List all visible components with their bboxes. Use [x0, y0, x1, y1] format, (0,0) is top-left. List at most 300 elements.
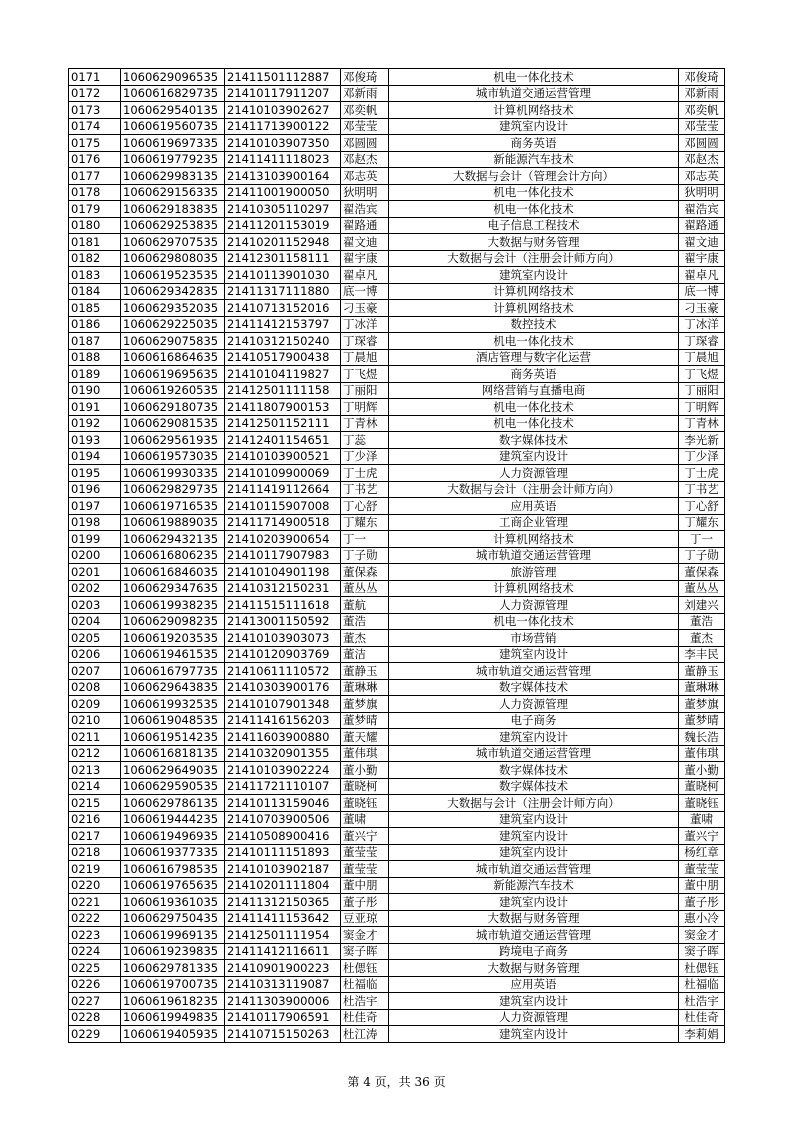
id-number-cell: 21411714900518: [225, 514, 341, 531]
student-name-cell: 窦金才: [341, 927, 389, 944]
signature-name-cell: 董杰: [679, 630, 725, 647]
major-cell: 机电一体化技术: [389, 201, 679, 218]
student-name-cell: 董小勤: [341, 762, 389, 779]
seq-number-cell: 0192: [69, 415, 121, 432]
student-name-cell: 丁蕊: [341, 432, 389, 449]
major-cell: 计算机网络技术: [389, 102, 679, 119]
signature-name-cell: 董梦旗: [679, 696, 725, 713]
exam-number-cell: 1060619932535: [121, 696, 225, 713]
table-row: [69, 168, 725, 185]
id-number-cell: 21410103903073: [225, 630, 341, 647]
seq-number-cell: 0187: [69, 333, 121, 350]
student-name-cell: 董杰: [341, 630, 389, 647]
seq-number-cell: 0210: [69, 712, 121, 729]
seq-number-cell: 0200: [69, 547, 121, 564]
seq-number-cell: 0219: [69, 861, 121, 878]
id-number-cell: 21410103907350: [225, 135, 341, 152]
signature-name-cell: 丁琛睿: [679, 333, 725, 350]
major-cell: 大数据与会计（注册会计师方向）: [389, 795, 679, 812]
table-row: [69, 663, 725, 680]
student-name-cell: 丁士虎: [341, 465, 389, 482]
id-number-cell: 21412401154651: [225, 432, 341, 449]
signature-name-cell: 董静玉: [679, 663, 725, 680]
major-cell: 新能源汽车技术: [389, 151, 679, 168]
student-name-cell: 邓新雨: [341, 85, 389, 102]
seq-number-cell: 0181: [69, 234, 121, 251]
table-row: [69, 234, 725, 251]
table-row: [69, 316, 725, 333]
signature-name-cell: 丁耀东: [679, 514, 725, 531]
signature-name-cell: 邓新雨: [679, 85, 725, 102]
seq-number-cell: 0178: [69, 184, 121, 201]
seq-number-cell: 0204: [69, 613, 121, 630]
exam-number-cell: 1060619496935: [121, 828, 225, 845]
seq-number-cell: 0203: [69, 597, 121, 614]
seq-number-cell: 0217: [69, 828, 121, 845]
major-cell: 数控技术: [389, 316, 679, 333]
table-row: [69, 976, 725, 993]
seq-number-cell: 0176: [69, 151, 121, 168]
signature-name-cell: 丁子勋: [679, 547, 725, 564]
exam-number-cell: 1060629342835: [121, 283, 225, 300]
id-number-cell: 21410312150231: [225, 580, 341, 597]
exam-number-cell: 1060619573035: [121, 448, 225, 465]
signature-name-cell: 丁冰洋: [679, 316, 725, 333]
table-row: [69, 547, 725, 564]
major-cell: 大数据与财务管理: [389, 234, 679, 251]
table-row: [69, 217, 725, 234]
signature-name-cell: 杜浩宇: [679, 993, 725, 1010]
table-row: [69, 762, 725, 779]
major-cell: 大数据与财务管理: [389, 960, 679, 977]
table-row: [69, 580, 725, 597]
signature-name-cell: 丁少泽: [679, 448, 725, 465]
table-row: [69, 448, 725, 465]
signature-name-cell: 李丰民: [679, 646, 725, 663]
student-name-cell: 董琳琳: [341, 679, 389, 696]
exam-number-cell: 1060619930335: [121, 465, 225, 482]
exam-number-cell: 1060619779235: [121, 151, 225, 168]
student-name-cell: 丁青林: [341, 415, 389, 432]
major-cell: 城市轨道交通运营管理: [389, 861, 679, 878]
table-row: [69, 349, 725, 366]
exam-number-cell: 1060629707535: [121, 234, 225, 251]
major-cell: 商务英语: [389, 135, 679, 152]
seq-number-cell: 0201: [69, 564, 121, 581]
id-number-cell: 21411515111618: [225, 597, 341, 614]
major-cell: 建筑室内设计: [389, 894, 679, 911]
signature-name-cell: 董莹莹: [679, 861, 725, 878]
exam-number-cell: 1060619461535: [121, 646, 225, 663]
seq-number-cell: 0202: [69, 580, 121, 597]
student-name-cell: 丁晨旭: [341, 349, 389, 366]
exam-number-cell: 1060629590535: [121, 778, 225, 795]
major-cell: 建筑室内设计: [389, 118, 679, 135]
major-cell: 计算机网络技术: [389, 580, 679, 597]
id-number-cell: 21410703900506: [225, 811, 341, 828]
id-number-cell: 21411501112887: [225, 69, 341, 86]
seq-number-cell: 0194: [69, 448, 121, 465]
student-name-cell: 董航: [341, 597, 389, 614]
seq-number-cell: 0220: [69, 877, 121, 894]
signature-name-cell: 窦金才: [679, 927, 725, 944]
table-row: [69, 729, 725, 746]
student-name-cell: 邓圆圆: [341, 135, 389, 152]
id-number-cell: 21410113159046: [225, 795, 341, 812]
signature-name-cell: 刁玉豪: [679, 300, 725, 317]
exam-number-cell: 1060619514235: [121, 729, 225, 746]
signature-name-cell: 邓奕帆: [679, 102, 725, 119]
major-cell: 数字媒体技术: [389, 679, 679, 696]
signature-name-cell: 董兴宁: [679, 828, 725, 845]
exam-number-cell: 1060629750435: [121, 910, 225, 927]
exam-number-cell: 1060629347635: [121, 580, 225, 597]
major-cell: 建筑室内设计: [389, 828, 679, 845]
signature-name-cell: 杨红章: [679, 844, 725, 861]
major-cell: 城市轨道交通运营管理: [389, 547, 679, 564]
id-number-cell: 21410313119087: [225, 976, 341, 993]
seq-number-cell: 0180: [69, 217, 121, 234]
admission-roster-table: [68, 68, 725, 1043]
signature-name-cell: 翟卓凡: [679, 267, 725, 284]
signature-name-cell: 董保森: [679, 564, 725, 581]
major-cell: 城市轨道交通运营管理: [389, 927, 679, 944]
table-row: [69, 151, 725, 168]
table-row: [69, 844, 725, 861]
exam-number-cell: 1060629561935: [121, 432, 225, 449]
seq-number-cell: 0198: [69, 514, 121, 531]
exam-number-cell: 1060629432135: [121, 531, 225, 548]
table-row: [69, 910, 725, 927]
exam-number-cell: 1060619260535: [121, 382, 225, 399]
id-number-cell: 21412501111158: [225, 382, 341, 399]
major-cell: 建筑室内设计: [389, 993, 679, 1010]
id-number-cell: 21411412153797: [225, 316, 341, 333]
major-cell: 大数据与财务管理: [389, 910, 679, 927]
major-cell: 计算机网络技术: [389, 531, 679, 548]
exam-number-cell: 1060629081535: [121, 415, 225, 432]
major-cell: 数字媒体技术: [389, 778, 679, 795]
table-row: [69, 250, 725, 267]
student-name-cell: 翟卓凡: [341, 267, 389, 284]
seq-number-cell: 0209: [69, 696, 121, 713]
table-row: [69, 960, 725, 977]
exam-number-cell: 1060616864635: [121, 349, 225, 366]
exam-number-cell: 1060619765635: [121, 877, 225, 894]
major-cell: 网络营销与直播电商: [389, 382, 679, 399]
seq-number-cell: 0175: [69, 135, 121, 152]
signature-name-cell: 翟路通: [679, 217, 725, 234]
seq-number-cell: 0177: [69, 168, 121, 185]
table-row: [69, 201, 725, 218]
exam-number-cell: 1060619700735: [121, 976, 225, 993]
id-number-cell: 21411303900006: [225, 993, 341, 1010]
id-number-cell: 21410303900176: [225, 679, 341, 696]
student-name-cell: 丁冰洋: [341, 316, 389, 333]
id-number-cell: 21410107901348: [225, 696, 341, 713]
student-name-cell: 杜江涛: [341, 1026, 389, 1043]
id-number-cell: 21411721110107: [225, 778, 341, 795]
major-cell: 商务英语: [389, 366, 679, 383]
id-number-cell: 21411416156203: [225, 712, 341, 729]
table-row: [69, 778, 725, 795]
student-name-cell: 杜偲钰: [341, 960, 389, 977]
table-row: [69, 943, 725, 960]
id-number-cell: 21411419112664: [225, 481, 341, 498]
seq-number-cell: 0171: [69, 69, 121, 86]
seq-number-cell: 0212: [69, 745, 121, 762]
id-number-cell: 21410109900069: [225, 465, 341, 482]
seq-number-cell: 0189: [69, 366, 121, 383]
seq-number-cell: 0199: [69, 531, 121, 548]
signature-name-cell: 邓赵杰: [679, 151, 725, 168]
id-number-cell: 21410117906591: [225, 1009, 341, 1026]
student-name-cell: 窦子晖: [341, 943, 389, 960]
signature-name-cell: 刘建兴: [679, 597, 725, 614]
id-number-cell: 21411317111880: [225, 283, 341, 300]
id-number-cell: 21410117911207: [225, 85, 341, 102]
major-cell: 电子信息工程技术: [389, 217, 679, 234]
table-row: [69, 1026, 725, 1043]
major-cell: 人力资源管理: [389, 465, 679, 482]
exam-number-cell: 1060616798535: [121, 861, 225, 878]
signature-name-cell: 惠小冷: [679, 910, 725, 927]
major-cell: 新能源汽车技术: [389, 877, 679, 894]
student-name-cell: 邓志英: [341, 168, 389, 185]
id-number-cell: 21410901900223: [225, 960, 341, 977]
major-cell: 人力资源管理: [389, 597, 679, 614]
id-number-cell: 21411713900122: [225, 118, 341, 135]
id-number-cell: 21411411153642: [225, 910, 341, 927]
signature-name-cell: 狄明明: [679, 184, 725, 201]
student-name-cell: 董啸: [341, 811, 389, 828]
exam-number-cell: 1060616829735: [121, 85, 225, 102]
table-row: [69, 795, 725, 812]
student-name-cell: 董晓柯: [341, 778, 389, 795]
signature-name-cell: 魏长浩: [679, 729, 725, 746]
student-name-cell: 丁一: [341, 531, 389, 548]
student-name-cell: 丁耀东: [341, 514, 389, 531]
signature-name-cell: 杜佳奇: [679, 1009, 725, 1026]
table-row: [69, 415, 725, 432]
student-name-cell: 翟浩宾: [341, 201, 389, 218]
seq-number-cell: 0228: [69, 1009, 121, 1026]
student-name-cell: 董梦旗: [341, 696, 389, 713]
id-number-cell: 21410312150240: [225, 333, 341, 350]
id-number-cell: 21410305110297: [225, 201, 341, 218]
id-number-cell: 21411312150365: [225, 894, 341, 911]
exam-number-cell: 1060619203535: [121, 630, 225, 647]
exam-number-cell: 1060629098235: [121, 613, 225, 630]
major-cell: 大数据与会计（注册会计师方向）: [389, 250, 679, 267]
major-cell: 计算机网络技术: [389, 300, 679, 317]
seq-number-cell: 0208: [69, 679, 121, 696]
seq-number-cell: 0216: [69, 811, 121, 828]
signature-name-cell: 丁心舒: [679, 498, 725, 515]
exam-number-cell: 1060629983135: [121, 168, 225, 185]
seq-number-cell: 0185: [69, 300, 121, 317]
major-cell: 数字媒体技术: [389, 432, 679, 449]
student-name-cell: 邓莹莹: [341, 118, 389, 135]
exam-number-cell: 1060619697335: [121, 135, 225, 152]
exam-number-cell: 1060619239835: [121, 943, 225, 960]
table-row: [69, 283, 725, 300]
signature-name-cell: 李莉娟: [679, 1026, 725, 1043]
signature-name-cell: 丁士虎: [679, 465, 725, 482]
id-number-cell: 21413103900164: [225, 168, 341, 185]
table-row: [69, 366, 725, 383]
student-name-cell: 董中朋: [341, 877, 389, 894]
student-name-cell: 邓奕帆: [341, 102, 389, 119]
student-name-cell: 丁书艺: [341, 481, 389, 498]
seq-number-cell: 0205: [69, 630, 121, 647]
id-number-cell: 21410113901030: [225, 267, 341, 284]
id-number-cell: 21410201111804: [225, 877, 341, 894]
major-cell: 旅游管理: [389, 564, 679, 581]
table-row: [69, 564, 725, 581]
seq-number-cell: 0184: [69, 283, 121, 300]
major-cell: 城市轨道交通运营管理: [389, 745, 679, 762]
signature-name-cell: 丁青林: [679, 415, 725, 432]
exam-number-cell: 1060616818135: [121, 745, 225, 762]
id-number-cell: 21410111151893: [225, 844, 341, 861]
exam-number-cell: 1060619377335: [121, 844, 225, 861]
table-row: [69, 828, 725, 845]
seq-number-cell: 0173: [69, 102, 121, 119]
student-name-cell: 董莹莹: [341, 861, 389, 878]
signature-name-cell: 杜偲钰: [679, 960, 725, 977]
id-number-cell: 21411807900153: [225, 399, 341, 416]
table-row: [69, 300, 725, 317]
exam-number-cell: 1060619969135: [121, 927, 225, 944]
student-name-cell: 翟文迪: [341, 234, 389, 251]
major-cell: 工商企业管理: [389, 514, 679, 531]
student-name-cell: 丁明辉: [341, 399, 389, 416]
exam-number-cell: 1060619560735: [121, 118, 225, 135]
id-number-cell: 21410115907008: [225, 498, 341, 515]
major-cell: 建筑室内设计: [389, 1026, 679, 1043]
signature-name-cell: 丁丽阳: [679, 382, 725, 399]
exam-number-cell: 1060616806235: [121, 547, 225, 564]
id-number-cell: 21411201153019: [225, 217, 341, 234]
major-cell: 市场营销: [389, 630, 679, 647]
seq-number-cell: 0207: [69, 663, 121, 680]
id-number-cell: 21410320901355: [225, 745, 341, 762]
table-row: [69, 597, 725, 614]
table-row: [69, 877, 725, 894]
major-cell: 跨境电子商务: [389, 943, 679, 960]
table-row: [69, 118, 725, 135]
student-name-cell: 董兴宁: [341, 828, 389, 845]
table-row: [69, 861, 725, 878]
seq-number-cell: 0179: [69, 201, 121, 218]
major-cell: 建筑室内设计: [389, 646, 679, 663]
exam-number-cell: 1060629540135: [121, 102, 225, 119]
table-row: [69, 531, 725, 548]
major-cell: 应用英语: [389, 498, 679, 515]
id-number-cell: 21410508900416: [225, 828, 341, 845]
seq-number-cell: 0227: [69, 993, 121, 1010]
id-number-cell: 21410103902187: [225, 861, 341, 878]
signature-name-cell: 董晓柯: [679, 778, 725, 795]
student-name-cell: 杜佳奇: [341, 1009, 389, 1026]
exam-number-cell: 1060629180735: [121, 399, 225, 416]
student-name-cell: 杜福临: [341, 976, 389, 993]
id-number-cell: 21410713152016: [225, 300, 341, 317]
exam-number-cell: 1060629649035: [121, 762, 225, 779]
id-number-cell: 21411412116611: [225, 943, 341, 960]
student-name-cell: 董浩: [341, 613, 389, 630]
signature-name-cell: 董琳琳: [679, 679, 725, 696]
table-row: [69, 333, 725, 350]
major-cell: 应用英语: [389, 976, 679, 993]
signature-name-cell: 翟宇康: [679, 250, 725, 267]
table-row: [69, 498, 725, 515]
exam-number-cell: 1060629156335: [121, 184, 225, 201]
id-number-cell: 21410517900438: [225, 349, 341, 366]
major-cell: 人力资源管理: [389, 696, 679, 713]
seq-number-cell: 0193: [69, 432, 121, 449]
table-row: [69, 646, 725, 663]
signature-name-cell: 董丛丛: [679, 580, 725, 597]
exam-number-cell: 1060619695635: [121, 366, 225, 383]
student-name-cell: 丁子勋: [341, 547, 389, 564]
id-number-cell: 21410104901198: [225, 564, 341, 581]
table-row: [69, 894, 725, 911]
signature-name-cell: 邓莹莹: [679, 118, 725, 135]
signature-name-cell: 董晓钰: [679, 795, 725, 812]
seq-number-cell: 0191: [69, 399, 121, 416]
signature-name-cell: 邓俊琦: [679, 69, 725, 86]
seq-number-cell: 0188: [69, 349, 121, 366]
student-name-cell: 邓赵杰: [341, 151, 389, 168]
signature-name-cell: 丁明辉: [679, 399, 725, 416]
exam-number-cell: 1060616797735: [121, 663, 225, 680]
table-row: [69, 993, 725, 1010]
exam-number-cell: 1060629643835: [121, 679, 225, 696]
signature-name-cell: 董子彤: [679, 894, 725, 911]
signature-name-cell: 杜福临: [679, 976, 725, 993]
seq-number-cell: 0218: [69, 844, 121, 861]
major-cell: 建筑室内设计: [389, 844, 679, 861]
id-number-cell: 21410103902627: [225, 102, 341, 119]
exam-number-cell: 1060629352035: [121, 300, 225, 317]
id-number-cell: 21411411118023: [225, 151, 341, 168]
student-name-cell: 邓俊琦: [341, 69, 389, 86]
page-footer: 第 4 页，共 36 页: [347, 1075, 446, 1089]
seq-number-cell: 0222: [69, 910, 121, 927]
id-number-cell: 21411001900050: [225, 184, 341, 201]
id-number-cell: 21410120903769: [225, 646, 341, 663]
seq-number-cell: 0226: [69, 976, 121, 993]
exam-number-cell: 1060619618235: [121, 993, 225, 1010]
student-name-cell: 翟宇康: [341, 250, 389, 267]
seq-number-cell: 0174: [69, 118, 121, 135]
exam-number-cell: 1060629786135: [121, 795, 225, 812]
exam-number-cell: 1060619523535: [121, 267, 225, 284]
table-row: [69, 811, 725, 828]
table-row: [69, 712, 725, 729]
id-number-cell: 21410103902224: [225, 762, 341, 779]
student-name-cell: 狄明明: [341, 184, 389, 201]
seq-number-cell: 0182: [69, 250, 121, 267]
major-cell: 城市轨道交通运营管理: [389, 663, 679, 680]
table-row: [69, 745, 725, 762]
student-name-cell: 董伟琪: [341, 745, 389, 762]
id-number-cell: 21412501111954: [225, 927, 341, 944]
student-name-cell: 董梦晴: [341, 712, 389, 729]
exam-number-cell: 1060619444235: [121, 811, 225, 828]
